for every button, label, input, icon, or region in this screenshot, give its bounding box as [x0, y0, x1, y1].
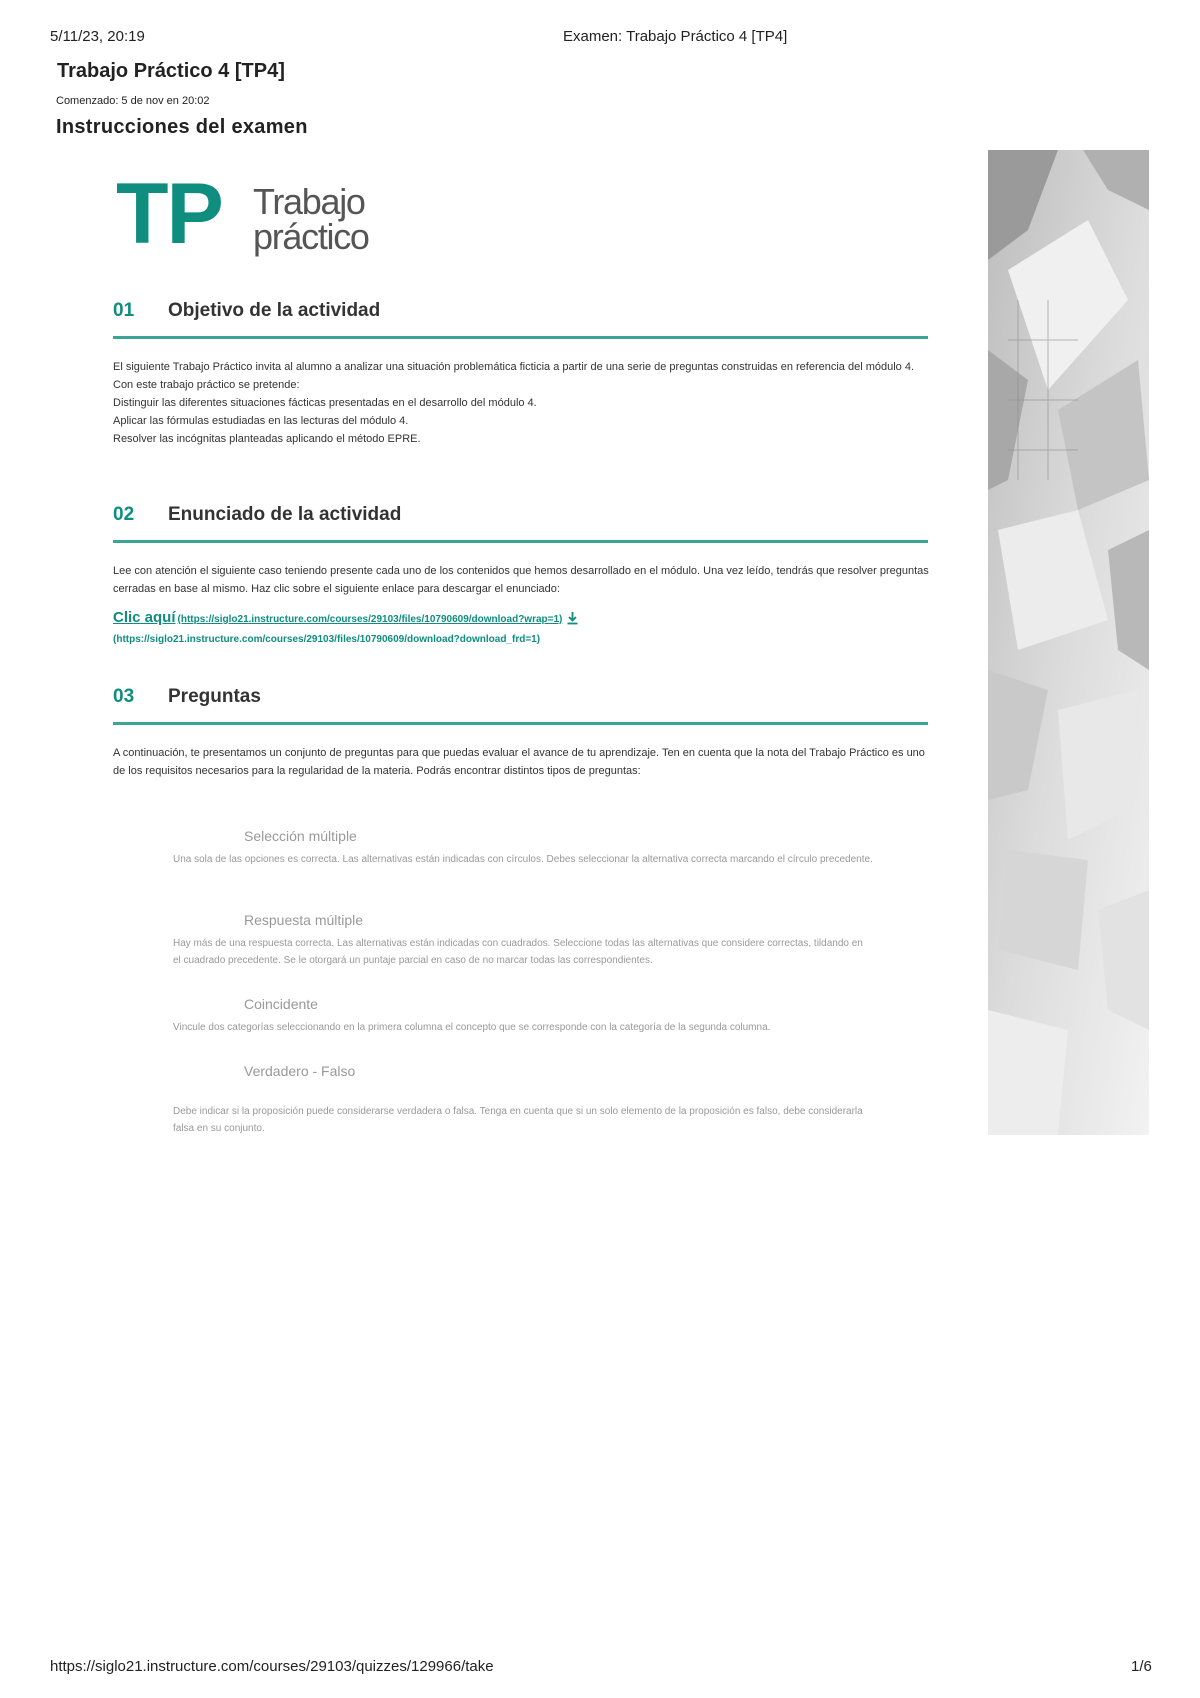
body-line: Distinguir las diferentes situaciones fácticas presentadas en el desarrollo del módulo 4. — [113, 397, 537, 409]
started-timestamp: Comenzado: 5 de nov en 20:02 — [56, 95, 210, 107]
body-line: Aplicar las fórmulas estudiadas en las lecturas del módulo 4. — [113, 415, 409, 427]
question-type-description: Una sola de las opciones es correcta. Las alternativas están indicadas con círculos. Debes seleccionar la alternativa correcta marcando el círculo precedente. — [173, 854, 873, 865]
instructions-heading: Instrucciones del examen — [56, 116, 308, 138]
section-divider — [113, 540, 928, 543]
print-footer-page: 1/6 — [1131, 1658, 1152, 1675]
question-type-name: Selección múltiple — [244, 828, 357, 844]
section-divider — [113, 722, 928, 725]
question-type-name: Verdadero - Falso — [244, 1063, 356, 1079]
body-line: Resolver las incógnitas planteadas aplicando el método EPRE. — [113, 433, 421, 445]
section-number: 02 — [113, 504, 135, 525]
print-header-datetime: 5/11/23, 20:19 — [50, 28, 145, 45]
decorative-side-image — [988, 150, 1149, 1135]
logo-word-practico: práctico — [253, 216, 369, 257]
body-line: Lee con atención el siguiente caso teniendo presente cada uno de los contenidos que hemos desarrollado en el módulo. Una vez leído, tendrás que resolver preguntas cerradas en base al mismo. Haz clic sobre el siguiente enlace para descargar el enunciado: — [113, 565, 929, 595]
body-line: A continuación, te presentamos un conjunto de preguntas para que puedas evaluar el avance de tu aprendizaje. Ten en cuenta que la nota del Trabajo Práctico es uno de los requisitos necesarios para la regularidad de la materia. Podrás encontrar distintos tipos de preguntas: — [113, 747, 925, 777]
section-number: 01 — [113, 300, 135, 321]
section-title: Enunciado de la actividad — [168, 504, 402, 525]
logo-letters: TP — [116, 166, 222, 262]
download-frd-link[interactable]: (https://siglo21.instructure.com/courses/29103/files/10790609/download?download_frd=1) — [113, 634, 541, 645]
section-title: Preguntas — [168, 686, 261, 707]
question-type-description: Hay más de una respuesta correcta. Las alternativas están indicadas con cuadrados. Seleccione todas las alternativas que considere correctas, tildando en el cuadrado precedente. Se le otorgará un puntaje parcial en caso de no marcar todas las correspondientes. — [173, 938, 863, 966]
section-divider — [113, 336, 928, 339]
question-type-description: Debe indicar si la proposición puede considerarse verdadera o falsa. Tenga en cuenta que si un solo elemento de la proposición es falso, debe considerarla falsa en su conjunto. — [173, 1106, 863, 1134]
section-body — [113, 744, 933, 780]
download-icon[interactable] — [566, 611, 579, 629]
download-link-row — [113, 609, 579, 629]
download-link-url[interactable]: (https://siglo21.instructure.com/courses/29103/files/10790609/download?wrap=1) — [177, 614, 563, 625]
section-body — [113, 358, 933, 448]
body-line: El siguiente Trabajo Práctico invita al alumno a analizar una situación problemática ficticia a partir de una serie de preguntas construidas en referencia del módulo 4. — [113, 361, 915, 373]
download-link[interactable]: Clic aquí — [113, 609, 176, 626]
logo-word-trabajo: Trabajo — [253, 181, 365, 222]
section-body — [113, 562, 933, 598]
section-title: Objetivo de la actividad — [168, 300, 381, 321]
question-type-name: Respuesta múltiple — [244, 912, 364, 928]
question-type-name: Coincidente — [244, 996, 318, 1012]
section-number: 03 — [113, 686, 135, 707]
print-footer-url: https://siglo21.instructure.com/courses/29103/quizzes/129966/take — [50, 1658, 494, 1675]
body-line: Con este trabajo práctico se pretende: — [113, 379, 300, 391]
print-header-title: Examen: Trabajo Práctico 4 [TP4] — [563, 28, 788, 45]
page-title: Trabajo Práctico 4 [TP4] — [57, 60, 285, 82]
question-type-description: Vincule dos categorías seleccionando en la primera columna el concepto que se corresponde con la categoría de la segunda columna. — [173, 1022, 771, 1033]
